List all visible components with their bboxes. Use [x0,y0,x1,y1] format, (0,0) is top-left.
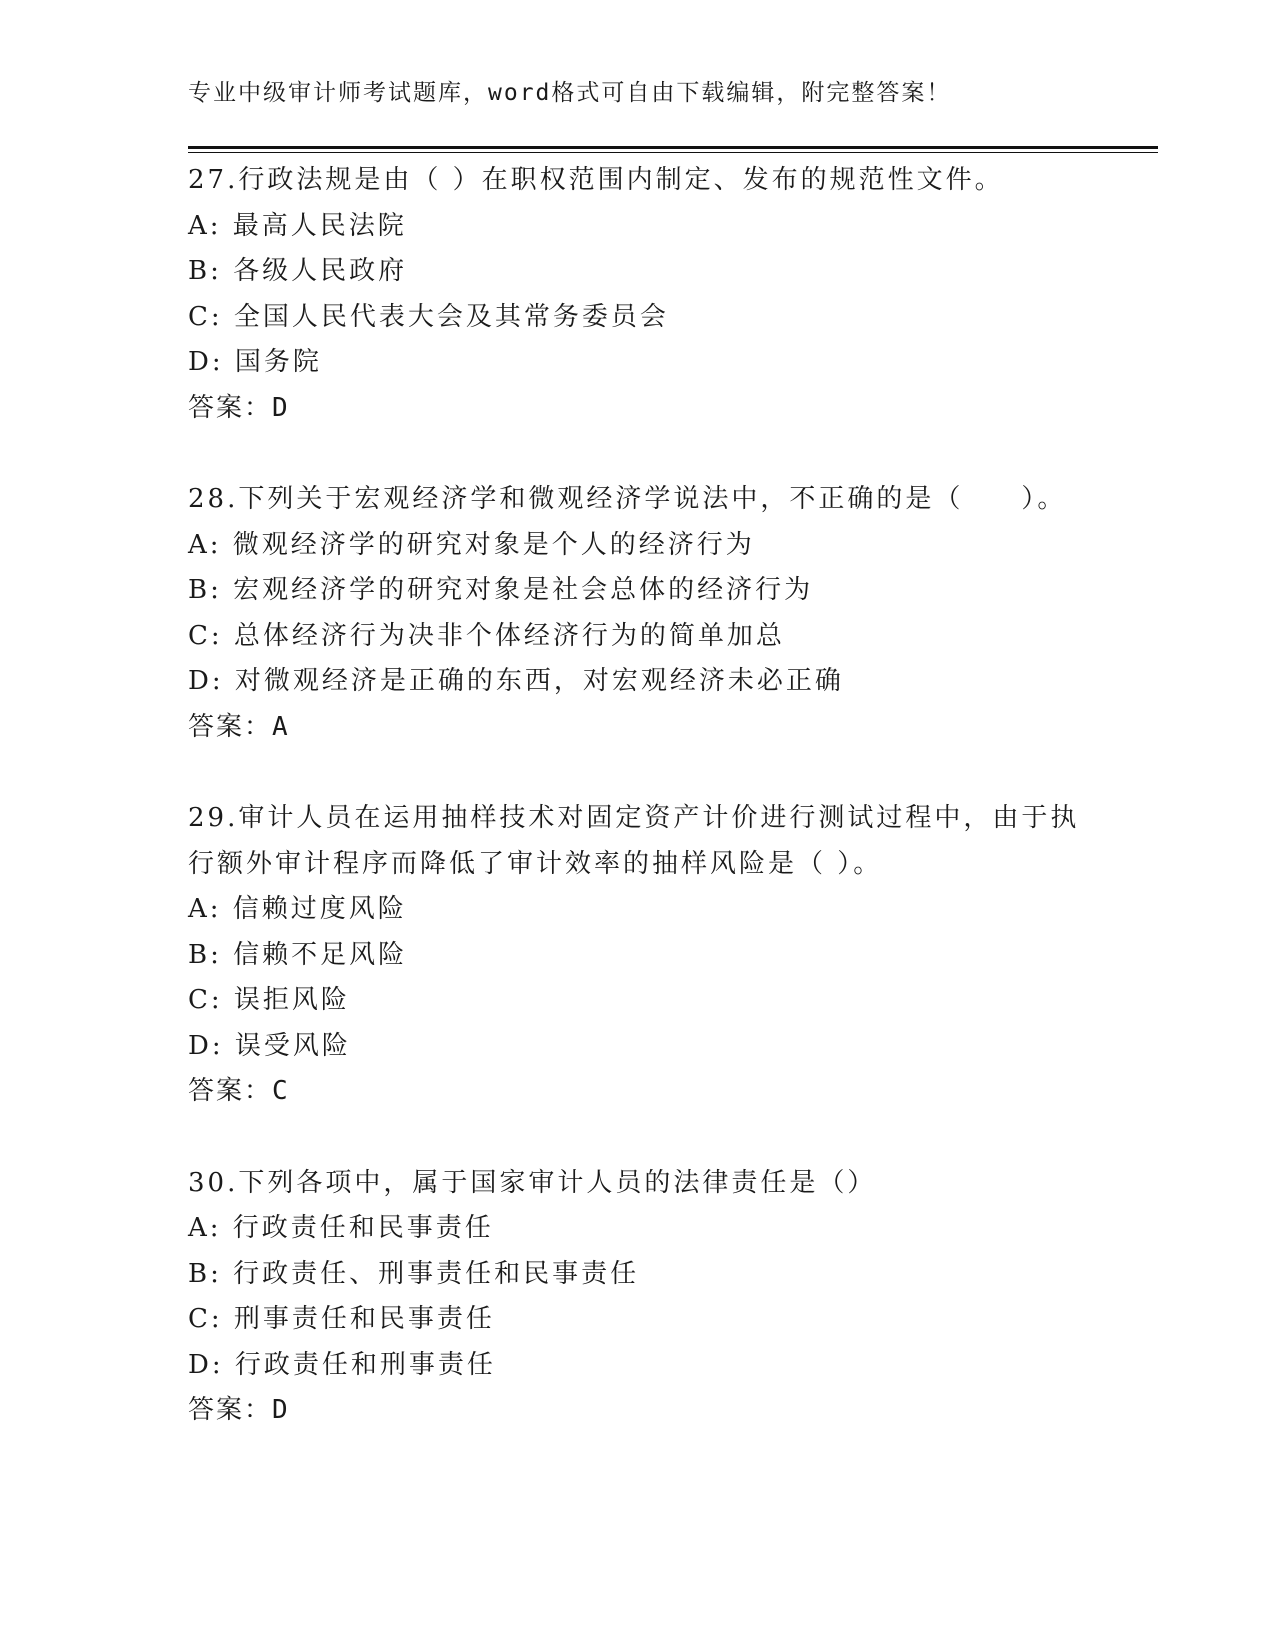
answer-label: 答案： [188,392,273,423]
question-stem: 27.行政法规是由（ ）在职权范围内制定、发布的规范性文件。 [188,165,1004,195]
option-c: C: 全国人民代表大会及其常务委员会 [188,301,669,332]
question-stem: 28.下列关于宏观经济学和微观经济学说法中，不正确的是（ ）。 [188,484,1067,514]
answer-value: D [272,392,290,423]
answer-line [188,705,1158,751]
option-d: D: 国务院 [188,347,322,377]
option-a: A: 微观经济学的研究对象是个人的经济行为 [188,529,755,560]
option-a: A: 最高人民法院 [188,210,407,241]
question-list [188,158,1158,1480]
option-d: D: 行政责任和刑事责任 [188,1349,496,1380]
option-d: D: 误受风险 [188,1030,351,1061]
option-b: B: 各级人民政府 [188,256,408,286]
question-stem: 29.审计人员在运用抽样技术对固定资产计价进行测试过程中，由于执 [188,803,1080,833]
question-stem: 30.下列各项中，属于国家审计人员的法律责任是（） [188,1167,877,1198]
answer-value: D [272,1395,290,1425]
answer-label: 答案： [188,1076,273,1106]
header-rule-thin [188,152,1158,153]
answer-label: 答案： [188,1395,273,1425]
option-c: C: 总体经济行为决非个体经济行为的简单加总 [188,620,785,651]
option-b: B: 信赖不足风险 [188,939,408,970]
option-b: B: 宏观经济学的研究对象是社会总体的经济行为 [188,575,814,605]
answer-value: A [272,711,290,742]
page-header: 专业中级审计师考试题库，word格式可自由下载编辑，附完整答案！ [188,80,952,106]
answer-label: 答案： [188,711,273,742]
answer-line [188,386,1158,432]
question-30 [188,1161,1158,1434]
option-a: A: 行政责任和民事责任 [188,1213,494,1243]
header-rule-thick [188,146,1158,149]
answer-value: C [272,1076,290,1106]
option-c: C: 刑事责任和民事责任 [188,1304,495,1334]
option-c: C: 误拒风险 [188,985,350,1015]
question-27 [188,158,1158,431]
option-d: D: 对微观经济是正确的东西，对宏观经济未必正确 [188,666,844,696]
option-b: B: 行政责任、刑事责任和民事责任 [188,1258,640,1289]
option-a: A: 信赖过度风险 [188,894,407,924]
answer-line [188,1069,1158,1115]
question-stem-continued: 行额外审计程序而降低了审计效率的抽样风险是（ ）。 [188,848,883,879]
question-29 [188,796,1158,1115]
question-28 [188,477,1158,750]
answer-line [188,1388,1158,1434]
